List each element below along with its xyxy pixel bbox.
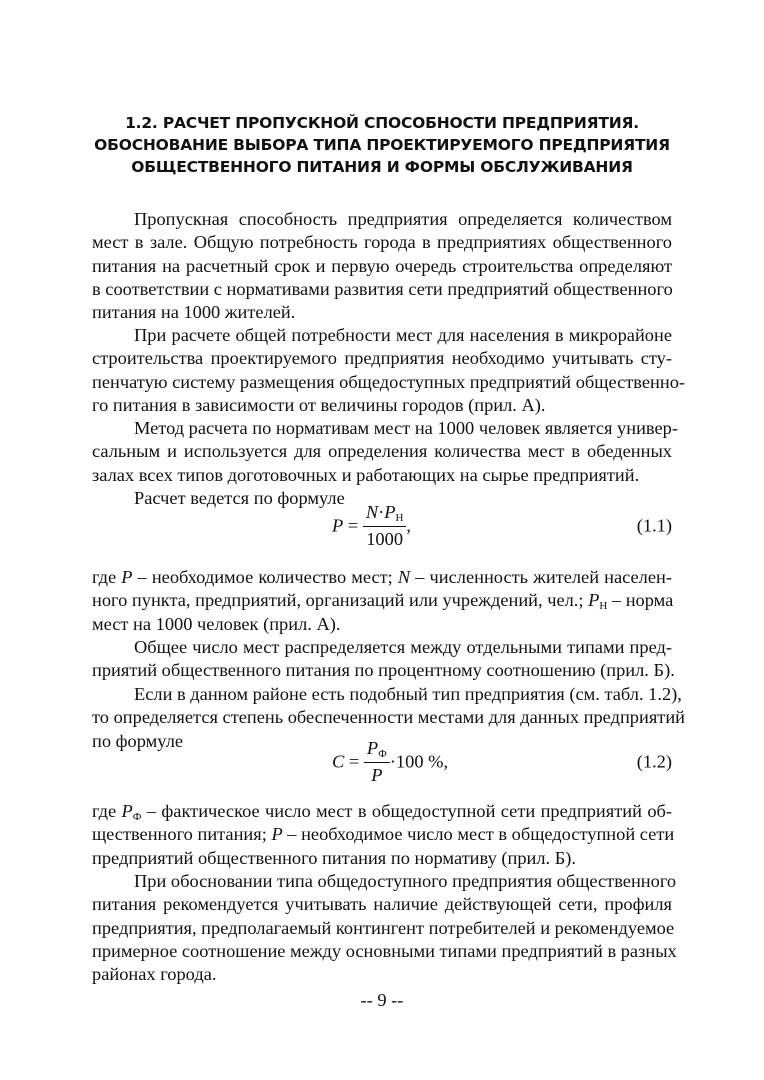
eq-equals: =	[348, 751, 360, 772]
paragraph-where-2	[92, 800, 675, 870]
text-line: Если в данном районе есть подобный тип предприятия (см. табл. 1.2),	[134, 684, 682, 704]
text-line: примерное соотношение между основными типами предприятий в разных	[92, 940, 677, 961]
eq-equals: =	[347, 515, 359, 536]
text-line: питания на расчетный срок и первую очередь строительства определяют	[92, 255, 672, 276]
text-line: питания на 1000 жителей.	[92, 302, 296, 323]
text-line: сальным и используется для определения количества мест в обеденных	[92, 441, 672, 462]
text-line: строительства проектируемого предприятия необходимо учитывать сту-	[92, 348, 672, 369]
heading-line: 1.2. РАСЧЕТ ПРОПУСКНОЙ СПОСОБНОСТИ ПРЕДПРИЯТИЯ.	[125, 114, 639, 132]
equation-1-2	[92, 736, 672, 788]
text-line: где $P_Ф$ – фактическое число мест в общедоступной сети предприятий об-	[92, 801, 672, 823]
text-line: Метод расчета по нормативам мест на 1000 человек является универ-	[134, 418, 678, 438]
paragraph-justification	[92, 870, 677, 986]
paragraph-total-need	[92, 324, 686, 417]
eq-lhs: P	[332, 515, 344, 536]
fraction-numerator: $N\cdot P_Н$	[363, 502, 407, 527]
text-line: ного пункта, предприятий, организаций или учреждений, чел.; $P_Н$ – норма	[92, 590, 674, 613]
fraction	[363, 502, 407, 550]
text-line: предприятия, предполагаемый контингент потребителей и рекомендуемое	[92, 917, 675, 938]
section-heading	[92, 112, 672, 178]
text-line: в соответствии с нормативами развития сети предприятий общественного	[92, 278, 673, 299]
equation-number: (1.2)	[636, 751, 672, 772]
paragraph-capacity	[92, 208, 672, 324]
text-line: щественного питания; P – необходимое число мест в общедоступной сети	[92, 824, 675, 845]
fraction	[364, 738, 390, 786]
formula	[332, 502, 411, 550]
fraction-numerator: $P_Ф$	[364, 738, 390, 763]
text-line: Общее число мест распределяется между отдельными типами пред-	[134, 637, 672, 657]
fraction-denominator: 1000	[366, 529, 404, 549]
paragraph-method	[92, 417, 678, 487]
text-line: районах города.	[92, 964, 217, 985]
paragraph-where-1	[92, 566, 672, 636]
page-number: -- 9 --	[360, 990, 404, 1010]
text-line: При обосновании типа общедоступного предприятия общественного	[134, 871, 677, 891]
text-line: Пропускная способность предприятия определяется количеством	[134, 209, 672, 229]
heading-line: ОБЩЕСТВЕННОГО ПИТАНИЯ И ФОРМЫ ОБСЛУЖИВАНИЯ	[131, 158, 633, 176]
eq-lhs: C	[332, 751, 345, 772]
text-line: мест в зале. Общую потребность города в предприятиях общественного	[92, 232, 672, 253]
text-line: го питания в зависимости от величины городов (прил. А).	[92, 394, 546, 415]
text-line: пенчатую систему размещения общедоступных предприятий общественно-	[92, 371, 686, 392]
text-line: питания рекомендуется учитывать наличие действующей сети, профиля	[92, 894, 672, 915]
text-line: по формуле	[92, 730, 184, 751]
text-line: залах всех типов доготовочных и работающих на сырье предприятий.	[92, 464, 640, 485]
paragraph-distribution	[92, 636, 675, 683]
text-line: При расчете общей потребности мест для населения в микрорайоне	[134, 325, 672, 345]
heading-line: ОБОСНОВАНИЕ ВЫБОРА ТИПА ПРОЕКТИРУЕМОГО ПРЕДПРИЯТИЯ	[94, 136, 670, 154]
text-line: приятий общественного питания по процентному соотношению (прил. Б).	[92, 660, 675, 681]
equation-number: (1.1)	[636, 515, 672, 536]
equation-1-1	[92, 500, 672, 552]
text-line: где P – необходимое количество мест; N – численность жителей населен-	[92, 567, 672, 587]
eq-tail: ·100 %,	[389, 751, 449, 772]
text-line: то определяется степень обеспеченности местами для данных предприятий	[92, 707, 685, 728]
formula	[332, 738, 448, 786]
text-line: Расчет ведется по формуле	[134, 488, 345, 508]
text-line: мест на 1000 человек (прил. А).	[92, 613, 341, 634]
fraction-denominator: P	[371, 765, 383, 785]
text-line: предприятий общественного питания по нормативу (прил. Б).	[92, 847, 577, 868]
eq-comma: ,	[406, 515, 412, 536]
